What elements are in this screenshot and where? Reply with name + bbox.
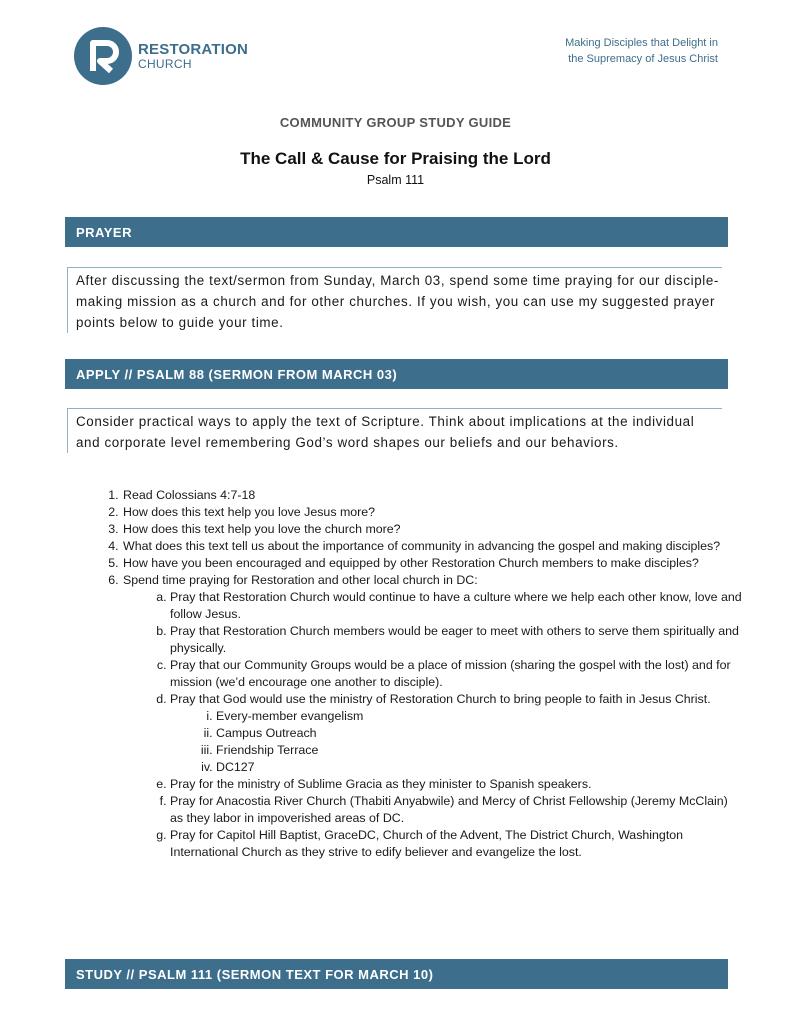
tagline (565, 35, 718, 67)
page-subtitle: Psalm 111 (366, 173, 425, 187)
list-item: b. Pray that Restoration Church members would be eager to meet with others to serve them spiritually and physically. (170, 623, 742, 657)
list-item: i. Every-member evangelism (216, 708, 742, 725)
list-item: iii. Friendship Terrace (216, 742, 742, 759)
list-item: a. Pray that Restoration Church would continue to have a culture where we help each other know, love and follow Jesus. (170, 589, 742, 623)
list-item: ii. Campus Outreach (216, 725, 742, 742)
list-item: f. Pray for Anacostia River Church (Thabiti Anyabwile) and Mercy of Christ Fellowship (Jeremy McClain) as they labor in impoverished areas of DC. (170, 793, 742, 827)
study-section-heading: STUDY // PSALM 111 (SERMON TEXT FOR MARCH 10) (65, 959, 728, 989)
list-item: e. Pray for the ministry of Sublime Gracia as they minister to Spanish speakers. (170, 776, 742, 793)
logo-subname: CHURCH (138, 57, 192, 71)
tagline-line-2: the Supremacy of Jesus Christ (568, 53, 718, 65)
list-item (122, 572, 742, 861)
church-logo (74, 27, 248, 85)
logo-name: RESTORATION (138, 41, 248, 58)
tagline-line-1: Making Disciples that Delight in (565, 37, 718, 49)
list-item: g. Pray for Capitol Hill Baptist, GraceDC, Church of the Advent, The District Church, Washington International Church as they strive to edify believer and evangelize the lost. (170, 827, 742, 861)
list-item: 5. How have you been encouraged and equipped by other Restoration Church members to make disciples? (122, 555, 742, 572)
list-item: iv. DC127 (216, 759, 742, 776)
ministry-list (170, 708, 742, 776)
prayer-section-heading: PRAYER (65, 217, 728, 247)
guide-label: COMMUNITY GROUP STUDY GUIDE (279, 115, 512, 130)
list-item: 2. How does this text help you love Jesus more? (122, 504, 742, 521)
prayer-points-list (123, 589, 742, 861)
list-item-text: Spend time praying for Restoration and other local church in DC: (123, 573, 478, 587)
list-item: 3. How does this text help you love the church more? (122, 521, 742, 538)
list-item-text: Pray that God would use the ministry of Restoration Church to bring people to faith in Jesus Christ. (170, 692, 711, 706)
list-item (170, 691, 742, 776)
apply-intro: Consider practical ways to apply the text of Scripture. Think about implications at the individual and corporate level remembering God’s word shapes our beliefs and our behaviors. (67, 408, 722, 453)
prayer-intro: After discussing the text/sermon from Sunday, March 03, spend some time praying for our disciple-making mission as a church and for other churches. If you wish, you can use my suggested prayer points below to guide your time. (67, 267, 722, 333)
list-item: 4. What does this text tell us about the importance of community in advancing the gospel and making disciples? (122, 538, 742, 555)
list-item: 1. Read Colossians 4:7-18 (122, 487, 742, 504)
apply-section-heading: APPLY // PSALM 88 (SERMON FROM MARCH 03) (65, 359, 728, 389)
restoration-r-icon (74, 27, 132, 85)
page-title: The Call & Cause for Praising the Lord (240, 149, 551, 168)
list-item: c. Pray that our Community Groups would be a place of mission (sharing the gospel with the lost) and for mission (we’d encourage one another to disciple). (170, 657, 742, 691)
apply-question-list (100, 487, 742, 861)
